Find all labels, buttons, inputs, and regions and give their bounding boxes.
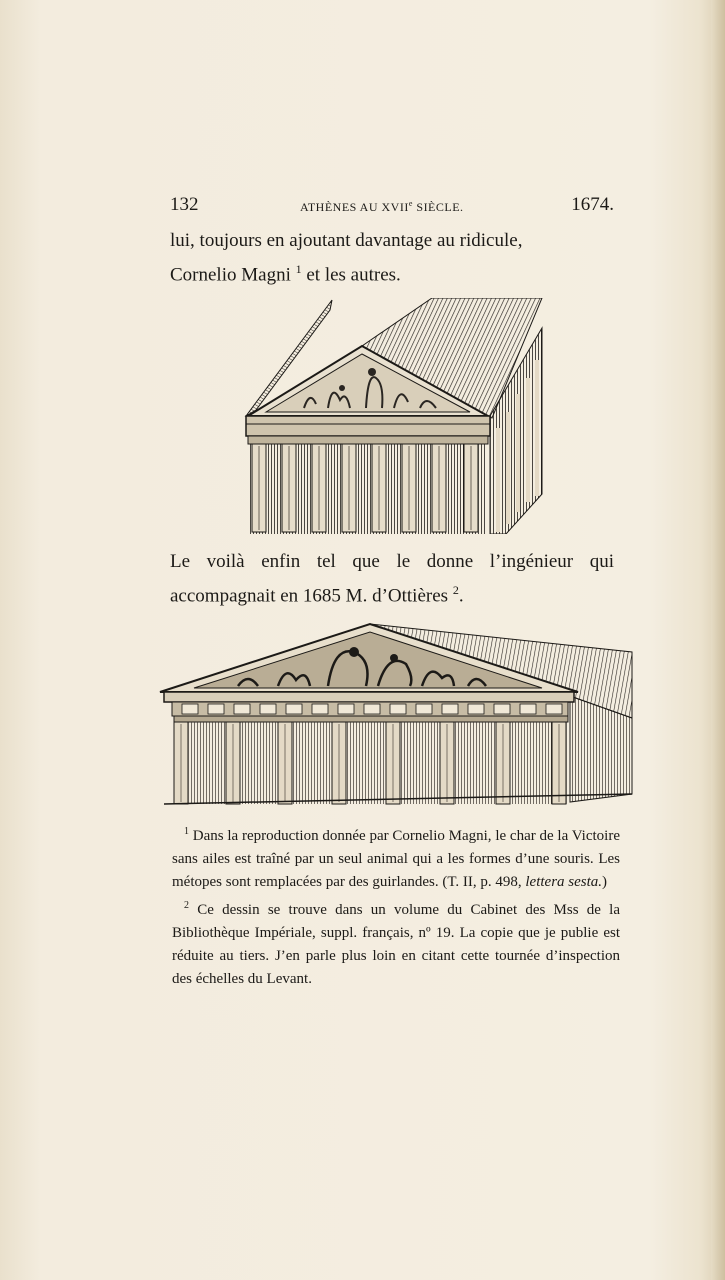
caption-paragraph [170, 547, 614, 610]
footnote-1-marker: 1 [184, 826, 189, 837]
footnotes [172, 820, 620, 991]
caption-line-2-end: . [458, 585, 464, 607]
intro-paragraph [170, 226, 614, 289]
footnote-2 [172, 894, 620, 991]
intro-line-2-text: Cornelio Magni [170, 264, 296, 286]
footnote-2-marker: 2 [184, 900, 189, 911]
intro-line-2-end: et les autres. [301, 264, 401, 286]
running-title-main: ATHÈNES AU XVII [300, 200, 409, 214]
page-edge [711, 0, 725, 1280]
caption-line-2 [170, 576, 614, 610]
parthenon-facade-engraving-icon [158, 622, 636, 808]
intro-line-1: lui, toujours en ajoutant davantage au ridicule, [170, 230, 523, 251]
intro-line-2 [170, 255, 614, 289]
footnote-1-end: ) [602, 874, 608, 890]
caption-line-2-text: accompagnait en 1685 M. d’Ottières [170, 585, 453, 607]
caption-line-1: Le voilà enfin tel que le donne l’ingénieur qui [170, 551, 614, 572]
footnote-1-italic: lettera sesta. [525, 874, 603, 890]
footnote-1 [172, 820, 620, 894]
page-number: 132 [170, 194, 199, 215]
footnote-ref-1: 1 [295, 262, 302, 276]
running-title-end: SIÈCLE. [412, 200, 464, 214]
footnote-ref-2: 2 [452, 583, 459, 597]
running-year: 1674. [571, 194, 614, 215]
temple-perspective-engraving-icon [244, 298, 544, 534]
footnote-2-text: Ce dessin se trouve dans un volume du Cabinet des Mss de la Bibliothèque Impériale, suppl. français, nº 19. La copie que je publie est réduite au tiers. J’en parle plus loin en citant cette tournée d’inspection des échelles du Levant. [172, 902, 620, 987]
footnote-1-text: Dans la reproduction donnée par Cornelio Magni, le char de la Victoire sans ailes est traîné par un seul animal qui a les formes d’une souris. Les métopes sont remplacées par des guirlandes. (T. II, p. 498, [172, 828, 620, 890]
running-title [300, 199, 464, 215]
running-title-sup: e [408, 199, 413, 208]
running-header [170, 194, 614, 220]
